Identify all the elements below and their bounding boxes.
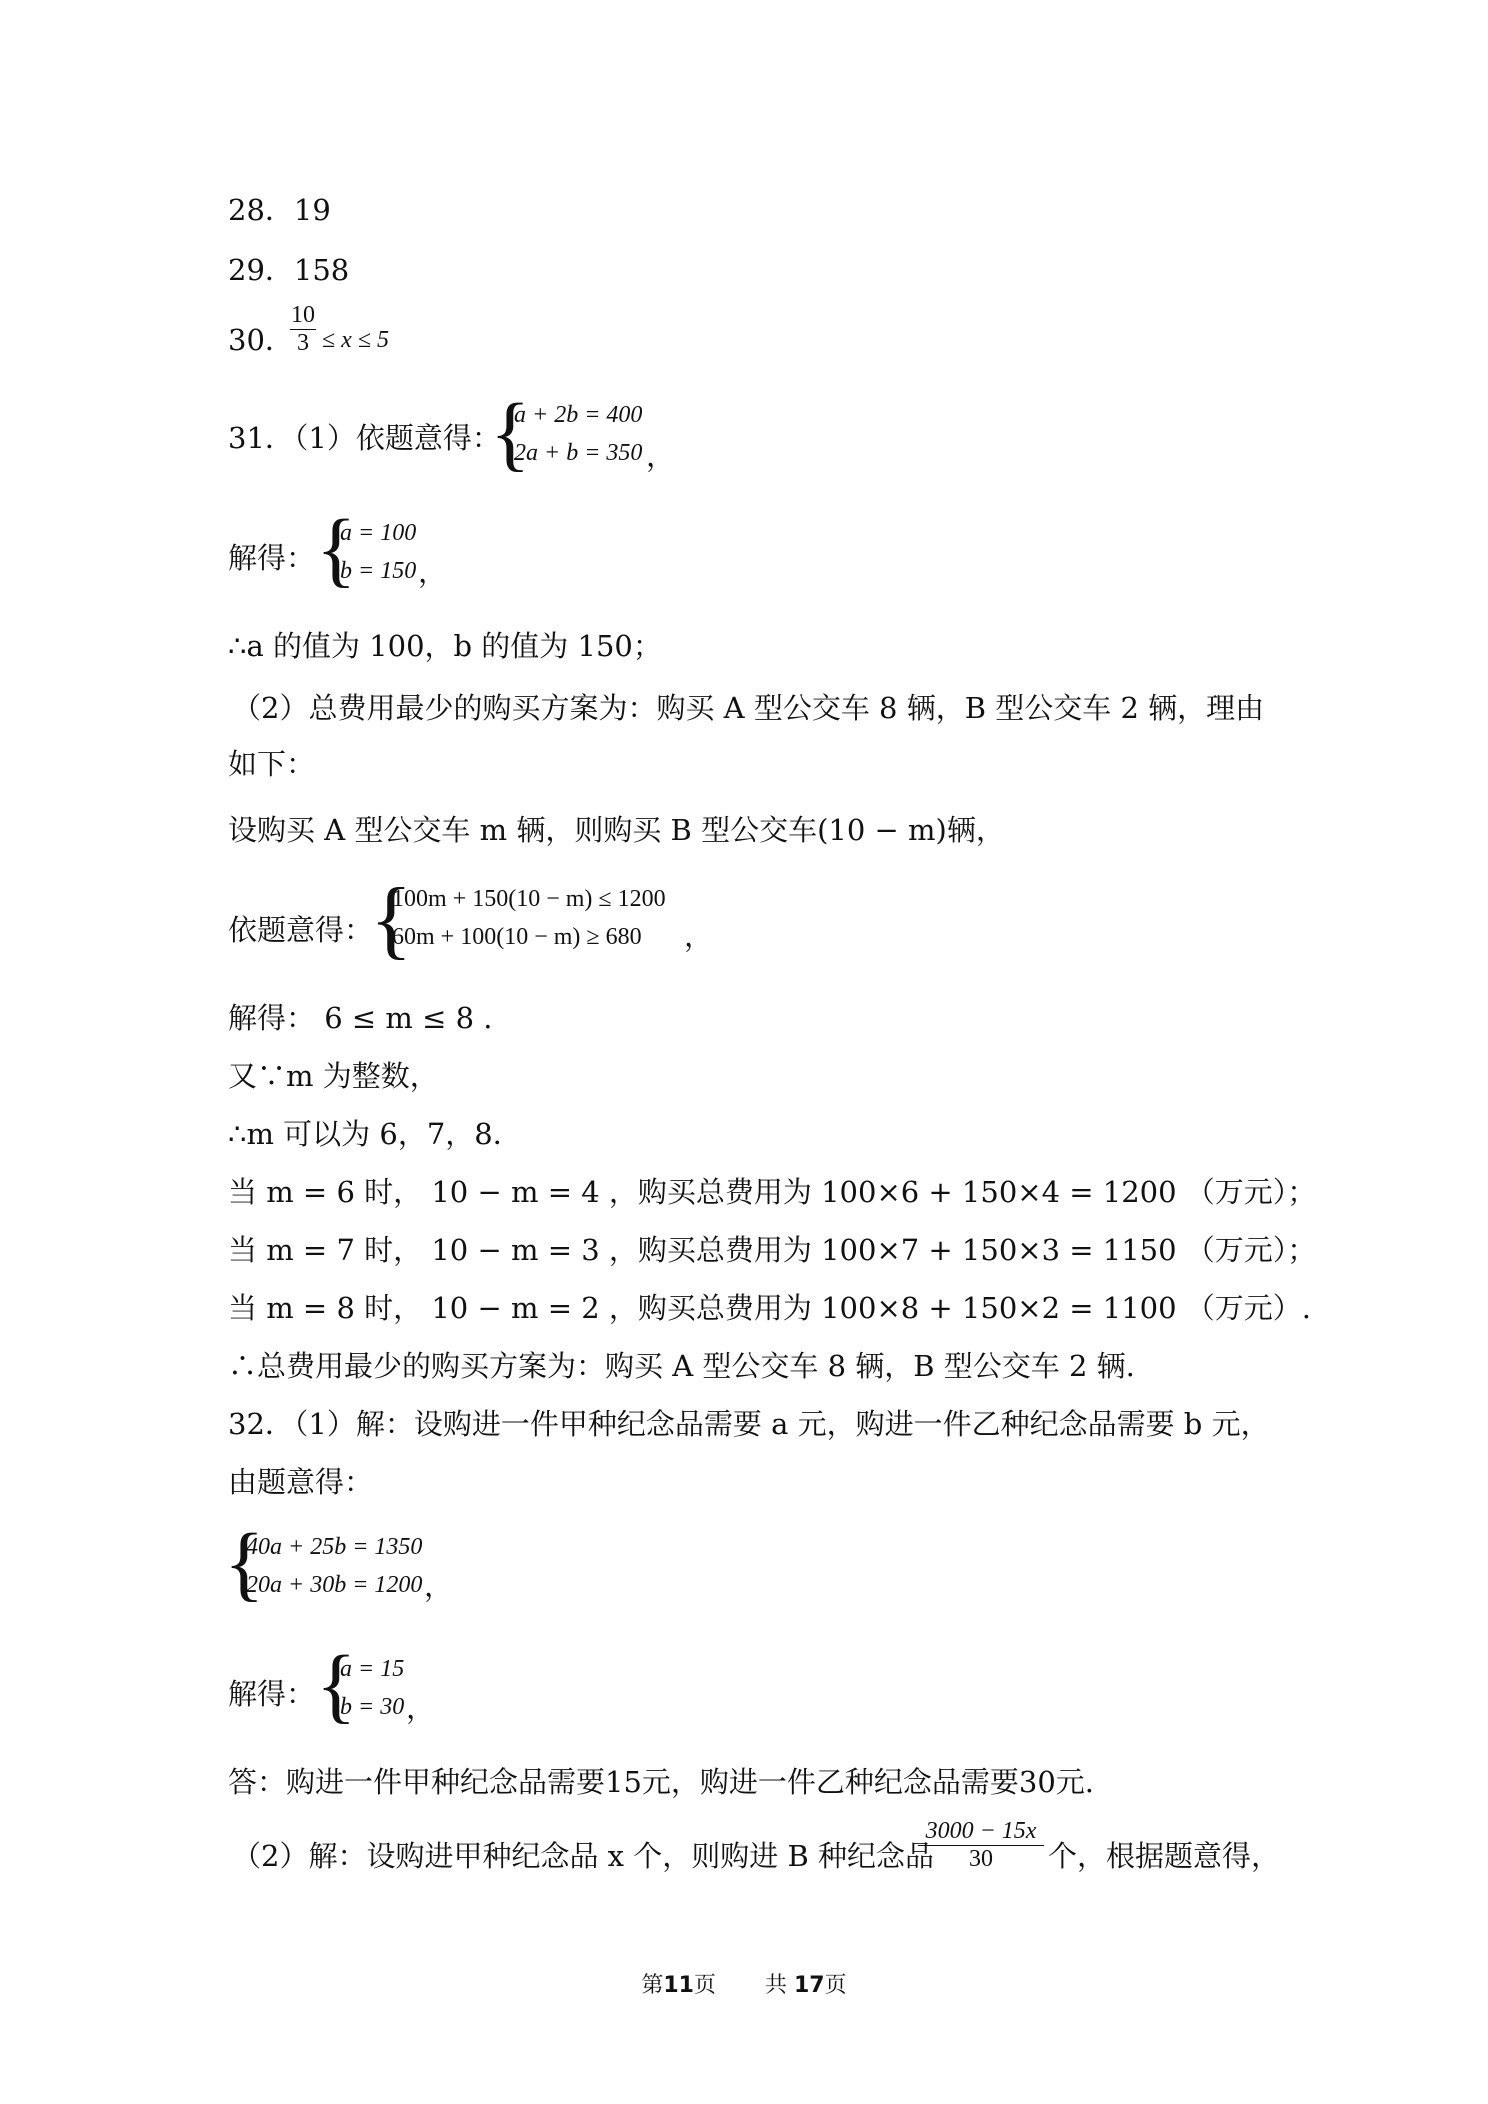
solution-1-comma: ， xyxy=(418,555,448,589)
therefore-a-b: ∴a 的值为 100，b 的值为 150； xyxy=(228,629,662,663)
fraction-numerator: 10 xyxy=(291,302,315,328)
q32-equation-1: 40a + 25b = 1350 xyxy=(246,1534,423,1560)
q32-system-brace: { xyxy=(224,1517,265,1610)
q32-comma: ， xyxy=(424,1569,454,1603)
q32-part1-statement: 32．（1）解：设购进一件甲种纪念品需要 a 元，购进一件乙种纪念品需要 b 元， xyxy=(228,1407,1270,1441)
answer-29: 29．158 xyxy=(228,253,350,287)
inequality-1: 100m + 150(10 − m) ≤ 1200 xyxy=(392,886,666,912)
solution-1-label: 解得： xyxy=(228,541,316,575)
q31-part2-statement: （2）总费用最少的购买方案为：购买 A 型公交车 8 辆，B 型公交车 2 辆，理由 xyxy=(232,691,1265,725)
solution-1-equation-1: a = 100 xyxy=(340,520,417,546)
case-m-8: 当 m = 8 时， 10 − m = 2 ，购买总费用为 100×8 + 150×2 = 1100 （万元）. xyxy=(228,1291,1312,1325)
page-suffix: 页 xyxy=(694,1973,717,1998)
fraction-numerator: 3000 − 15x xyxy=(925,1818,1037,1844)
solution-1-equation-2: b = 150 xyxy=(340,558,417,584)
total-prefix: 共 xyxy=(764,1973,787,1998)
page-prefix: 第 xyxy=(641,1973,664,1998)
q31-equation-2: 2a + b = 350 xyxy=(514,440,643,466)
inequality-system xyxy=(392,880,666,956)
inequality-2: 60m + 100(10 − m) ≥ 680 xyxy=(392,924,642,950)
m-values: ∴m 可以为 6，7，8． xyxy=(228,1117,522,1151)
q31-comma: ， xyxy=(646,439,676,473)
q32-setup: 由题意得： xyxy=(228,1465,374,1499)
answer-28: 28．19 xyxy=(228,193,331,227)
case-m-7: 当 m = 7 时， 10 − m = 3 ，购买总费用为 100×7 + 150×3 = 1150 （万元）； xyxy=(228,1233,1317,1267)
q32-part2-statement: （2）解：设购进甲种纪念品 x 个，则购进 B 种纪念品 xyxy=(232,1839,934,1873)
answer-statement: 答：购进一件甲种纪念品需要15元，购进一件乙种纪念品需要30元. xyxy=(228,1765,1095,1799)
total-suffix: 页 xyxy=(824,1973,847,1998)
q31-part2-reason: 如下： xyxy=(228,747,316,781)
q31-part1-label: 31．（1）依题意得： xyxy=(228,421,501,455)
solution-2: 解得： 6 ≤ m ≤ 8 . xyxy=(228,1001,493,1035)
inequality-brace: { xyxy=(370,871,413,968)
case-m-6: 当 m = 6 时， 10 − m = 4 ，购买总费用为 100×6 + 150×4 = 1200 （万元）； xyxy=(228,1175,1317,1209)
solution-3-label: 解得： xyxy=(228,1677,316,1711)
answer-30-inequality: ≤ x ≤ 5 xyxy=(322,327,389,353)
inequality-label: 依题意得： xyxy=(228,913,374,947)
answer-30-label: 30． xyxy=(228,323,294,357)
q31-equation-1: a + 2b = 400 xyxy=(514,402,643,428)
q32-part2-statement-end: 个，根据题意得， xyxy=(1048,1839,1281,1873)
solution-3-brace: { xyxy=(316,1639,357,1732)
q32-system xyxy=(246,1528,422,1604)
page-number: 11 xyxy=(663,1973,694,1998)
q31-system xyxy=(514,396,642,472)
solution-1-brace: { xyxy=(316,503,357,596)
total-pages: 17 xyxy=(793,1973,825,1998)
solution-3-system xyxy=(340,1650,404,1726)
fraction-denominator: 30 xyxy=(918,1845,1044,1873)
answer-30-fraction xyxy=(290,302,316,357)
solution-3-comma: ， xyxy=(406,1691,436,1725)
let-m: 设购买 A 型公交车 m 辆，则购买 B 型公交车(10 − m)辆， xyxy=(228,813,1005,847)
q32-part2-fraction xyxy=(918,1818,1044,1873)
q32-equation-2: 20a + 30b = 1200 xyxy=(246,1572,423,1598)
fraction-denominator: 3 xyxy=(290,329,316,357)
page-footer xyxy=(0,1968,1488,1999)
m-integer: 又∵m 为整数， xyxy=(228,1059,439,1093)
conclusion: ∴总费用最少的购买方案为：购买 A 型公交车 8 辆，B 型公交车 2 辆. xyxy=(228,1349,1135,1383)
solution-3-equation-1: a = 15 xyxy=(340,1656,405,1682)
q31-system-brace: { xyxy=(490,387,531,480)
inequality-comma: ， xyxy=(684,919,714,953)
solution-3-equation-2: b = 30 xyxy=(340,1694,405,1720)
solution-1-system xyxy=(340,514,416,590)
